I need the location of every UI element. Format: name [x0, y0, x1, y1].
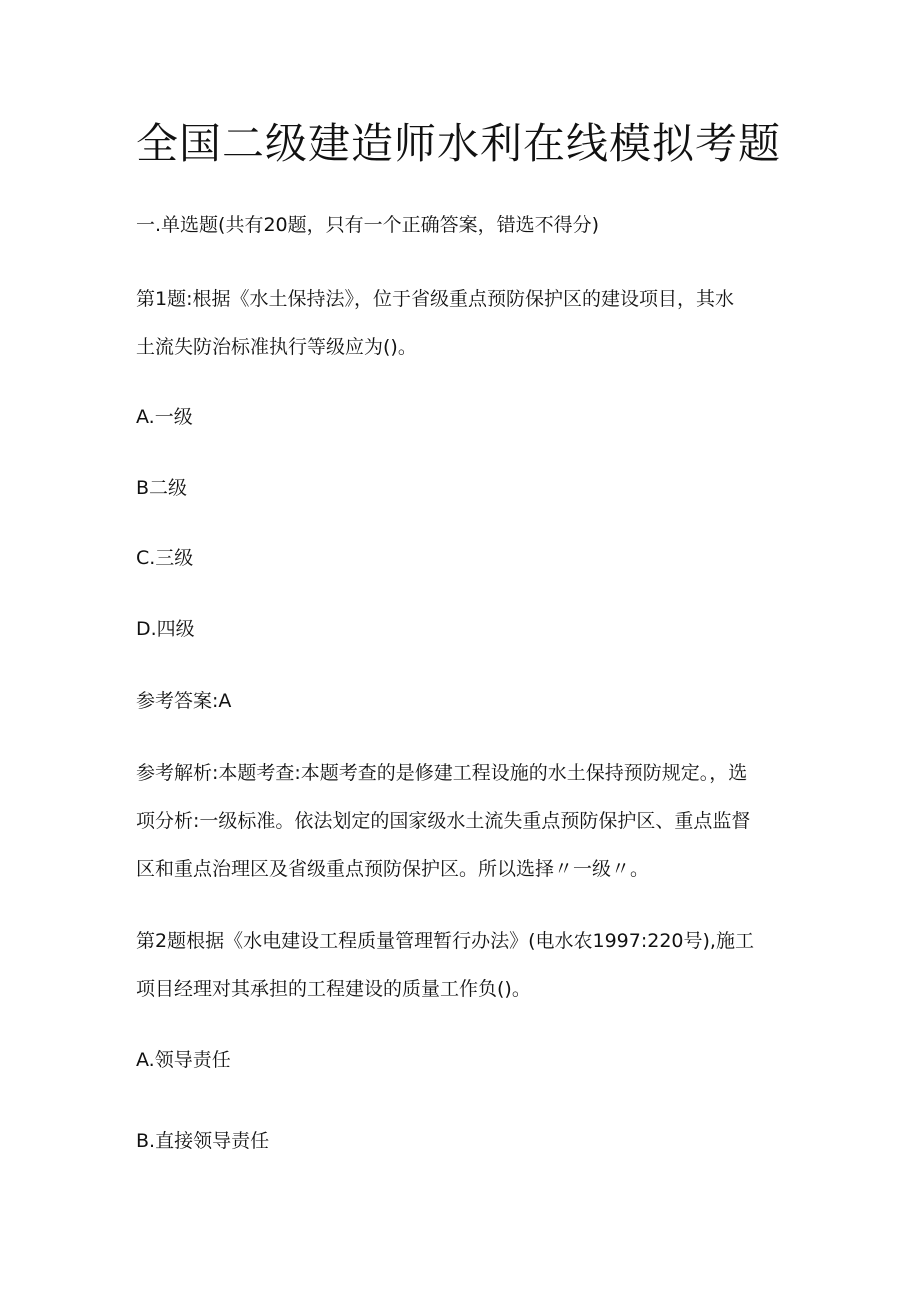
- question-1-stem-line-1: 第1题:根据《水土保持法》，位于省级重点预防保护区的建设项目，其水: [136, 288, 734, 310]
- question-1-option-c: C.三级: [136, 547, 194, 569]
- question-1-analysis-line-1: 参考解析:本题考查:本题考查的是修建工程设施的水土保持预防规定。，选: [136, 762, 748, 784]
- section-heading: 一.单选题(共有20题，只有一个正确答案，错选不得分): [136, 214, 600, 236]
- question-1-stem-line-2: 土流失防治标准执行等级应为()。: [136, 336, 417, 358]
- question-1-answer: 参考答案:A: [136, 690, 232, 712]
- question-1-option-d: D.四级: [136, 618, 195, 640]
- question-1-option-a: A.一级: [136, 406, 193, 428]
- question-2-stem-line-2: 项目经理对其承担的工程建设的质量工作负()。: [136, 978, 531, 1000]
- question-1-analysis-line-3: 区和重点治理区及省级重点预防保护区。所以选择〃一级〃。: [136, 858, 650, 880]
- question-1-option-b: B二级: [136, 477, 188, 499]
- document-title: 全国二级建造师水利在线模拟考题: [136, 119, 782, 168]
- question-1-analysis-line-2: 项分析:一级标准。依法划定的国家级水土流失重点预防保护区、重点监督: [136, 810, 751, 832]
- question-2-stem-line-1: 第2题根据《水电建设工程质量管理暂行办法》(电水农1997:220号),施工: [136, 930, 754, 952]
- question-2-option-a: A.领导责任: [136, 1049, 231, 1071]
- question-2-option-b: B.直接领导责任: [136, 1130, 270, 1152]
